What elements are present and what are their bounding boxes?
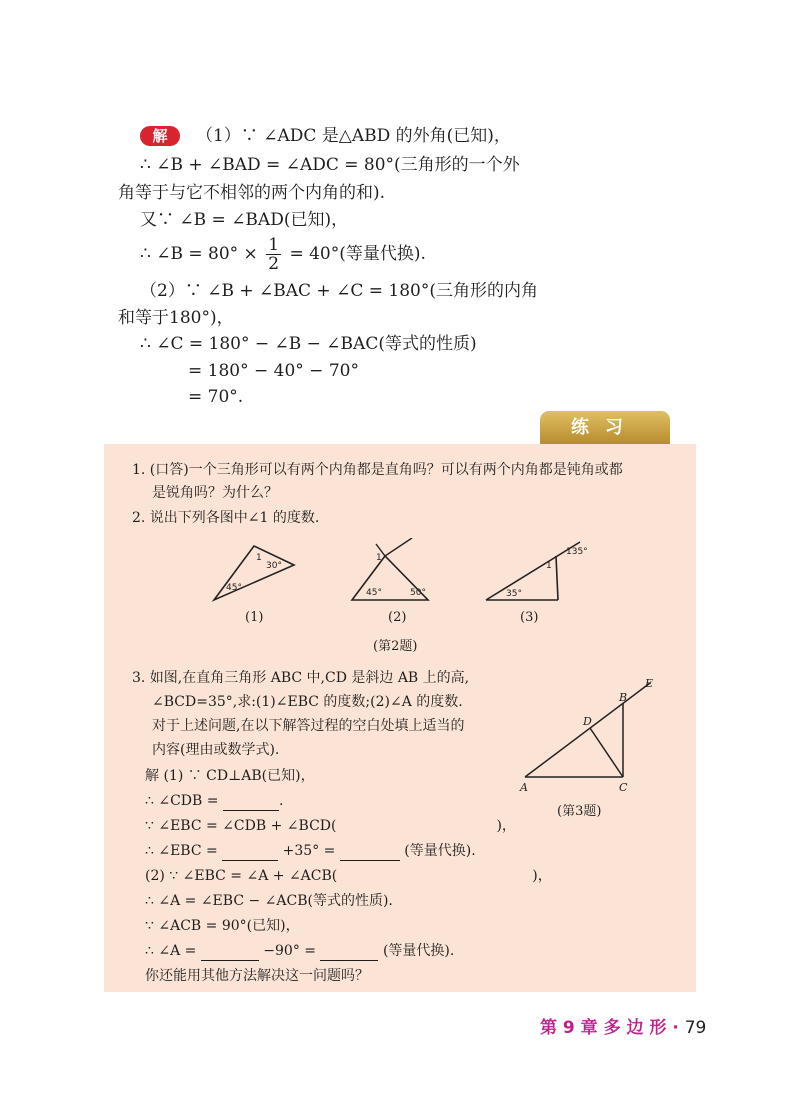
blank-ebc-1[interactable] bbox=[222, 846, 278, 861]
f2-angle-a-label: 45° bbox=[366, 588, 382, 598]
q1-line-1: 1. (口答)一个三角形可以有两个内角都是直角吗？可以有两个内角都是钝角或都 bbox=[132, 462, 623, 478]
solution-line-9: = 180° − 40° − 70° bbox=[188, 361, 359, 381]
fraction bbox=[266, 236, 281, 273]
q3-step-8-mid: −90° = bbox=[263, 943, 317, 959]
fraction-line-pre: ∴ ∠B = 80° × bbox=[140, 244, 258, 264]
q3-step-3 bbox=[145, 816, 516, 836]
q3-step-3-post: )， bbox=[496, 818, 516, 834]
blank-a-2[interactable] bbox=[320, 946, 378, 961]
q3-step-8-pre: ∴ ∠A = bbox=[145, 943, 197, 959]
chapter-label: 第 9 章 多 边 形 · bbox=[540, 1018, 679, 1038]
q3-step-7: ∵ ∠ACB = 90°(已知)， bbox=[145, 918, 300, 934]
f1-angle-a-label: 30° bbox=[266, 561, 282, 571]
solution-badge: 解 bbox=[140, 126, 180, 146]
q3-step-5-post: )， bbox=[532, 868, 552, 884]
solution-line-1: （1）∵ ∠ADC 是△ABD 的外角(已知)， bbox=[196, 126, 511, 146]
exercise-tab: 练习 bbox=[540, 411, 670, 445]
q3-step-4-mid: +35° = bbox=[282, 843, 336, 859]
q3-caption: (第3题) bbox=[557, 804, 602, 819]
solution-line-10: = 70°. bbox=[188, 387, 244, 407]
fraction-numerator: 1 bbox=[268, 235, 280, 255]
page-number: 79 bbox=[684, 1018, 707, 1038]
q2-sub-label-3: (3) bbox=[520, 610, 539, 625]
q2-sub-label-1: (1) bbox=[245, 610, 264, 625]
q3-step-2 bbox=[145, 791, 283, 811]
page-footer bbox=[540, 1013, 706, 1038]
q3-step-8 bbox=[145, 941, 454, 961]
q3-line-3: 对于上述问题,在以下解答过程的空白处填上适当的 bbox=[152, 718, 465, 734]
q3-step-6: ∴ ∠A = ∠EBC − ∠ACB(等式的性质). bbox=[145, 893, 393, 909]
fraction-denominator: 2 bbox=[268, 254, 280, 274]
blank-cdb[interactable] bbox=[223, 796, 279, 811]
q3-step-9: 你还能用其他方法解决这一问题吗？ bbox=[145, 968, 369, 984]
q3-step-2-post: . bbox=[278, 793, 284, 809]
solution-line-5 bbox=[140, 236, 426, 273]
f1-angle-1-label: 1 bbox=[256, 553, 262, 563]
q3-step-3-pre: ∵ ∠EBC = ∠CDB + ∠BCD( bbox=[145, 818, 337, 834]
q3-line-1: 3. 如图,在直角三角形 ABC 中,CD 是斜边 AB 上的高, bbox=[132, 670, 470, 686]
q3-step-5 bbox=[145, 866, 552, 886]
blank-a-1[interactable] bbox=[201, 946, 259, 961]
q3-line-4: 内容(理由或数学式). bbox=[152, 742, 280, 758]
q2-figures bbox=[200, 538, 670, 628]
q2-text: 2. 说出下列各图中∠1 的度数. bbox=[132, 510, 320, 526]
blank-reason-2[interactable] bbox=[337, 872, 532, 886]
q3-line-2: ∠BCD=35°,求:(1)∠EBC 的度数;(2)∠A 的度数. bbox=[152, 694, 463, 710]
blank-ebc-2[interactable] bbox=[340, 846, 400, 861]
solution-line-6: （2）∵ ∠B + ∠BAC + ∠C = 180°(三角形的内角 bbox=[140, 281, 538, 301]
q3-step-8-post: (等量代换). bbox=[382, 943, 455, 959]
f3-angle-b-label: 135° bbox=[566, 547, 588, 557]
q3-label-a: A bbox=[520, 781, 528, 794]
q2-sub-label-2: (2) bbox=[388, 610, 407, 625]
q3-step-4 bbox=[145, 841, 476, 861]
q3-label-b: B bbox=[619, 691, 628, 704]
solution-line-3: 角等于与它不相邻的两个内角的和). bbox=[118, 183, 386, 203]
q3-figure bbox=[515, 675, 665, 795]
q3-step-4-post: (等量代换). bbox=[404, 843, 476, 859]
solution-line-4: 又∵ ∠B = ∠BAD(已知)， bbox=[140, 210, 349, 230]
q3-step-4-pre: ∴ ∠EBC = bbox=[145, 843, 218, 859]
solution-line-7: 和等于180°)， bbox=[118, 308, 234, 328]
solution-line-2: ∴ ∠B + ∠BAD = ∠ADC = 80°(三角形的一个外 bbox=[140, 155, 520, 175]
solution-line-8: ∴ ∠C = 180° − ∠B − ∠BAC(等式的性质) bbox=[140, 334, 477, 354]
q1-line-2: 是锐角吗？为什么？ bbox=[152, 485, 278, 501]
fraction-line-post: = 40°(等量代换). bbox=[289, 244, 426, 264]
f2-angle-b-label: 50° bbox=[410, 588, 426, 598]
f3-angle-1-label: 1 bbox=[546, 561, 552, 571]
f3-angle-a-label: 35° bbox=[506, 589, 522, 599]
q3-step-5-pre: (2) ∵ ∠EBC = ∠A + ∠ACB( bbox=[145, 868, 338, 884]
q3-step-2-pre: ∴ ∠CDB = bbox=[145, 793, 219, 809]
q3-label-d: D bbox=[583, 715, 592, 728]
q2-caption: (第2题) bbox=[373, 639, 418, 654]
q3-label-e: E bbox=[645, 677, 654, 690]
f1-angle-b-label: 45° bbox=[226, 583, 242, 593]
f2-angle-1-label: 1 bbox=[376, 553, 382, 563]
q3-label-c: C bbox=[619, 781, 628, 794]
blank-reason-1[interactable] bbox=[336, 822, 496, 836]
q3-step-1: 解 (1) ∵ CD⊥AB(已知)， bbox=[145, 768, 315, 784]
